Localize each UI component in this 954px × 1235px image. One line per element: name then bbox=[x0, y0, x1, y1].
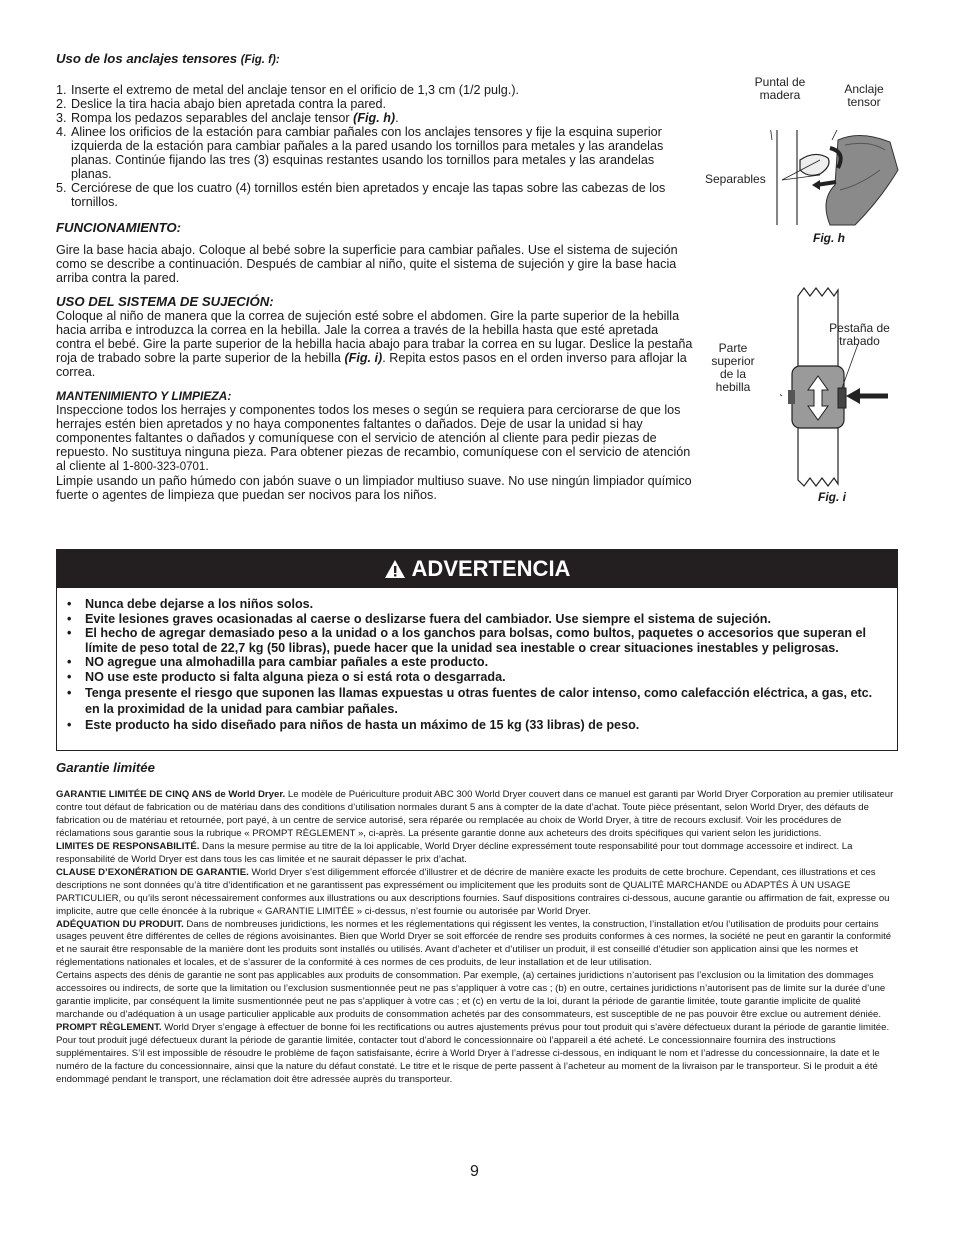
label-anclaje: Anclaje tensor bbox=[844, 82, 884, 109]
step-item: 2. Deslice la tira hacia abajo bien apretada contra la pared. bbox=[56, 97, 387, 111]
warning-item: • El hecho de agregar demasiado peso a la unidad o a los ganchos para bolsas, como bultos, paquetes o accesorios que superan el límite de peso total de 22,7 kg (50 libras), puede hacer que la unidad sea inestable o crear situaciones inestables y peligrosas. bbox=[67, 626, 867, 655]
step-item: 1. Inserte el extremo de metal del anclaje tensor en el orificio de 1,3 cm (1/2 pulg.). bbox=[56, 83, 520, 97]
warning-item: • Tenga presente el riesgo que suponen las llamas expuestas u otras fuentes de calor intenso, como calefacción eléctrica, a gas, etc. en la proximidad de la unidad para cambiar pañales. bbox=[67, 685, 873, 717]
warning-header bbox=[57, 550, 897, 588]
warning-item: • Este producto ha sido diseñado para niños de hasta un máximo de 15 kg (33 libras) de peso. bbox=[67, 717, 640, 732]
warning-triangle-icon bbox=[384, 559, 406, 579]
garantie-paragraph: PROMPT RÈGLEMENT. World Dryer s’engage à effectuer de bonne foi les rectifications ou autres ajustements prévus pour tout produit qui s’avère défectueux durant la période de garantie limitée. Pour tout produit jugé défectueux durant la période de garantie limitée, contacter tout d’abord le concessionnaire où l’appareil a été acheté. Le concessionnaire fournira des instructions supplémentaires. S’il est impossible de résoudre le problème de façon satisfaisante, écrire à World Dryer à l’adresse ci-dessous, en indiquant le nom et l’adresse du concessionnaire, la date et le numéro de la facture du concessionnaire, ainsi que la nature du défaut constaté. Le titre et le risque de perte passent à l’acheteur au moment de la livraison par le transporteur. Si le produit a été endommagé pendant le transport, une réclamation doit être adressée auprès du transporteur. bbox=[56, 1022, 890, 1085]
label-pestana: Pestaña de trabado bbox=[829, 321, 890, 348]
label-separables: Separables bbox=[705, 172, 766, 186]
fig-i-caption: Fig. i bbox=[818, 490, 846, 504]
warning-item: • Evite lesiones graves ocasionadas al caerse o deslizarse fuera del cambiador. Use siempre el sistema de sujeción. bbox=[67, 611, 771, 626]
funcionamiento-heading: FUNCIONAMIENTO: bbox=[56, 220, 182, 235]
garantie-paragraph: CLAUSE D’EXONÉRATION DE GARANTIE. World Dryer s’est diligemment efforcée d’illustrer et de décrire de manière exacte les produits de cette brochure. Cependant, ces illustrations et ces descriptions ne sont données qu’à titre d’identification et ne garantissent pas expressément ou implicitement que les produits sont de QUALITÉ MARCHANDE ou ADAPTÉS À UN USAGE PARTICULIER, ou qu’ils seront nécessairement conformes aux illustrations ou aux descriptions fournies. Sauf dispositions contraires ci-dessous, aucune garantie ou affirmation de fait, expresse ou implicite, autre que celle énoncée à la rubrique « GARANTIE LIMITÉE » ci-dessus, n’est fournie ou autorisée par World Dryer. bbox=[56, 866, 890, 917]
garantie-paragraph: Certains aspects des dénis de garantie ne sont pas applicables aux produits de consommation. Par exemple, (a) certaines juridictions n’autorisent pas l’exclusion ou la limitation des dommages accessoires ou indirects, de sorte que la limitation ou l’exclusion susmentionnée peut ne pas s’appliquer à votre cas ; (b) en outre, certaines juridictions n’autorisent pas de limite sur la durée d’une garantie implicite, par conséquent la limite susmentionnée peut ne pas s’appliquer à votre cas ; et (c) en vertu de la loi, durant la période de garantie limitée, toute garantie implicite de qualité marchande ou d’adéquation à un usage particulier applicable aux produits de consommation achetés par des consommateurs, est susceptible de ne pas pouvoir être exclue ou autrement déniée. bbox=[56, 970, 886, 1021]
page-number: 9 bbox=[470, 1163, 479, 1180]
fig-h-ref: (Fig. h) bbox=[353, 111, 396, 125]
mantenimiento-heading: MANTENIMIENTO Y LIMPIEZA: bbox=[56, 389, 232, 403]
instructions-column bbox=[56, 52, 696, 502]
anclajes-heading: Uso de los anclajes tensores (Fig. f): bbox=[56, 51, 280, 66]
warning-item: • NO agregue una almohadilla para cambiar pañales a este producto. bbox=[67, 655, 489, 670]
step-item: 4. Alinee los orificios de la estación para cambiar pañales con los anclajes tensores y fije la esquina superior izquierda de la estación para cambiar pañales a la pared usando los tornillos para metales y las arandelas planas. Continúe fijando las tres (3) esquinas restantes usando los tornillos para metales y las arandelas planas. bbox=[56, 125, 664, 181]
phone-number: 800-323-0701 bbox=[133, 461, 206, 473]
garantie-paragraph: GARANTIE LIMITÉE DE CINQ ANS de World Dryer. Le modèle de Puériculture produit ABC 300 World Dryer couvert dans ce manuel est garanti par World Dryer Corporation au premier utilisateur contre tout défaut de fabrication ou de matériau dans des conditions d’utilisation normales durant 5 ans à compter de la date d’achat. Toute pièce présentant, selon World Dryer, des défauts de fabrication ou de matériau et retournée, port payé, à un centre de service autorisé, sera réparée ou remplacée au choix de World Dryer, à titre de recours exclusif. Voir les procédures de réclamations sous garantie sous la rubrique « PROMPT RÈGLEMENT », ci-après. La présente garantie donne aux acheteurs des droits spécifiques qui varient selon les juridictions. bbox=[56, 789, 894, 839]
sujecion-heading: USO DEL SISTEMA DE SUJECIÓN: bbox=[56, 294, 274, 309]
garantie-paragraph: ADÉQUATION DU PRODUIT. Dans de nombreuses juridictions, les normes et les réglementations qui régissent les ventes, la construction, l’installation et/ou l’utilisation de produits pour certains usages peuvent être différentes de celles de régions avoisinantes. Bien que World Dryer se soit efforcée de rendre ses produits conformes à ces normes, la société ne peut en garantir la conformité et ne saurait être responsable de la manière dont les produits sont installés ou utilisés. Avant d’acheter et d’utiliser un produit, il est conseillé d’étudier son application ainsi que les normes et réglementations nationales et locales, et de s’assurer de la conformité à ces normes de ces produits, de leur installation et de leur utilisation. bbox=[56, 918, 892, 969]
funcionamiento-text: Gire la base hacia abajo. Coloque al bebé sobre la superficie para cambiar pañales. Use el sistema de sujeción como se describe a continuación. Después de cambiar al niño, quite el sistema de sujeción y gire la base hacia arriba contra la pared. bbox=[56, 243, 678, 285]
warning-title: ADVERTENCIA bbox=[411, 556, 571, 581]
step-item: 3. Rompa los pedazos separables del anclaje tensor (Fig. h). bbox=[56, 111, 399, 125]
sujecion-text: Coloque al niño de manera que la correa de sujeción esté sobre el abdomen. Gire la parte superior de la hebilla hacia arriba e introduzca la correa en la hebilla. Jale la correa a través de la hebilla hasta que esté apretada contra el bebé. Gire la parte superior de la hebilla hacia abajo para trabar la correa en su lugar. Deslice la pestaña roja de trabado sobre la parte superior de la hebilla (Fig. i). Repita estos pasos en el orden inverso para aflojar la correa. bbox=[56, 309, 693, 379]
warning-box bbox=[56, 549, 898, 751]
label-puntal: Puntal de madera bbox=[754, 75, 806, 102]
warning-item: • NO use este producto si falta alguna pieza o si está rota o desgarrada. bbox=[67, 669, 506, 684]
mantenimiento-text: Inspeccione todos los herrajes y componentes todos los meses o según se requiera para cerciorarse de que los herrajes estén bien apretados y no haya componentes faltantes o dañados. Deje de usar la unidad si hay componentes faltantes o dañados y comuníquese con el servicio de atención al cliente para pedir piezas de repuesto. No sustituya ninguna pieza. Para obtener piezas de recambio, comuníquese con el servicio de atención al cliente al 1-800-323-0701. bbox=[56, 403, 691, 473]
warning-item: • Nunca debe dejarse a los niños solos. bbox=[67, 597, 314, 611]
step-item: 5. Cerciórese de que los cuatro (4) tornillos estén bien apretados y encaje las tapas sobre las cabezas de los tornillos. bbox=[56, 181, 666, 209]
fig-h-caption: Fig. h bbox=[813, 231, 845, 245]
buckle-illustration bbox=[780, 284, 900, 494]
anclajes-steps bbox=[56, 83, 696, 209]
warning-list bbox=[57, 588, 897, 732]
limpieza-text: Limpie usando un paño húmedo con jabón suave o un limpiador multiuso suave. No use ningún limpiador químico fuerte o agentes de limpieza que puedan ser nocivos para los niños. bbox=[56, 474, 692, 502]
label-parte-superior: Parte superior de la hebilla bbox=[711, 341, 755, 394]
fig-i-ref: (Fig. i) bbox=[344, 351, 383, 365]
garantie-heading: Garantie limitée bbox=[56, 760, 155, 775]
garantie-paragraph: LIMITES DE RESPONSABILITÉ. Dans la mesure permise au titre de la loi applicable, World Dryer décline expressément toute responsabilité pour tout dommage accessoire et indirect. La responsabilité de World Dryer est dans tous les cas limitée et ne saurait dépasser le prix d’achat. bbox=[56, 840, 853, 865]
garantie-text bbox=[56, 789, 898, 1087]
